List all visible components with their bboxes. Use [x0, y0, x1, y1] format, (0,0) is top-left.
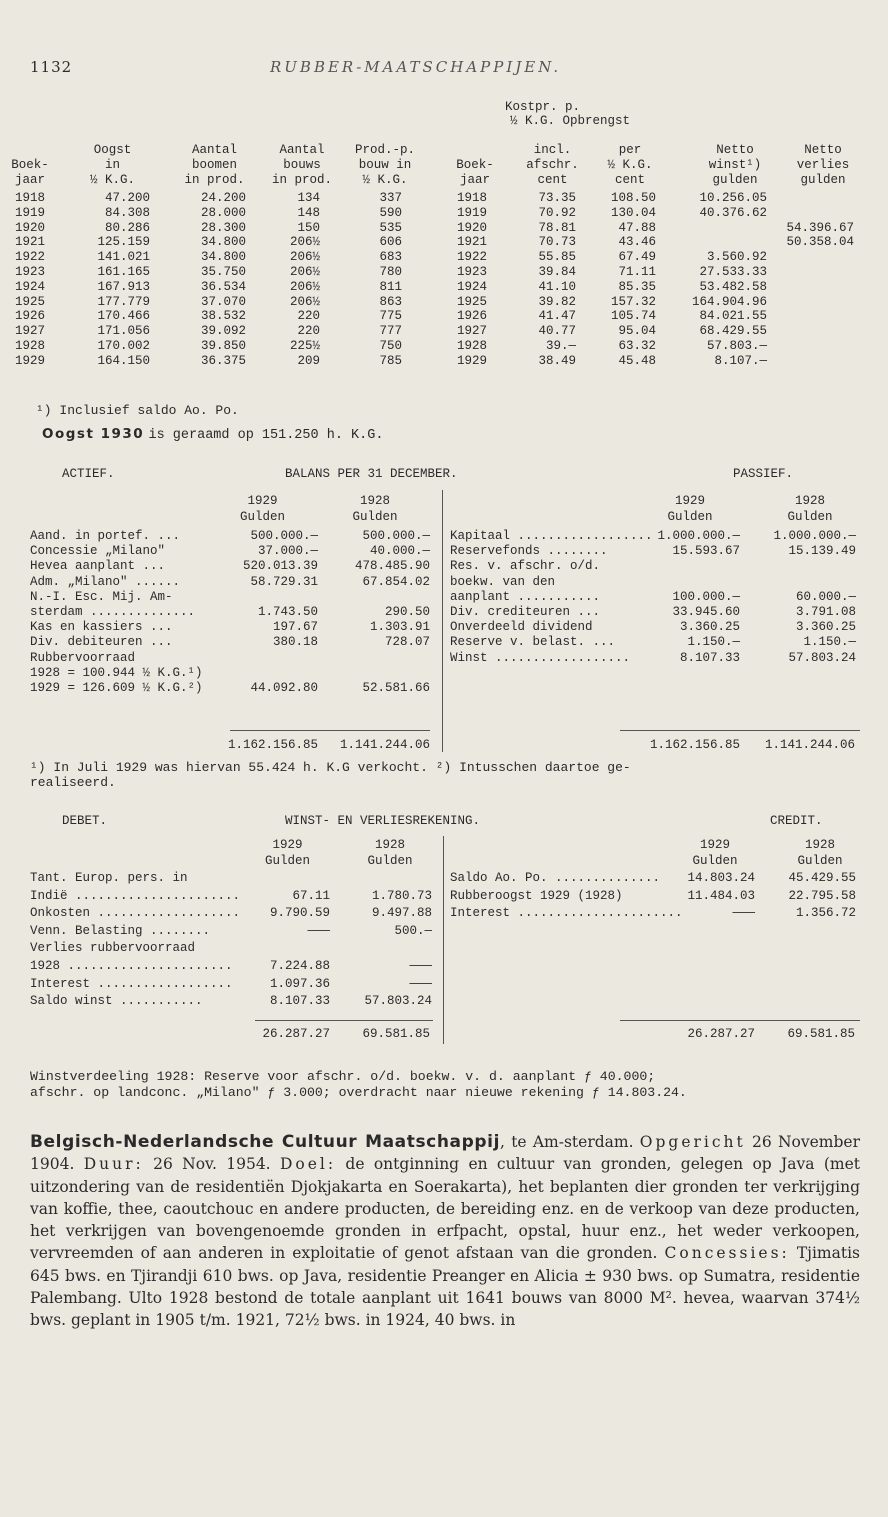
balans-passief-unit-1928: Gulden [787, 510, 833, 524]
actief-row-label: Kas en kassiers ... [30, 620, 173, 635]
passief-total-rule [620, 730, 860, 731]
debet-row-value-1929: 9.790.59 [269, 906, 330, 921]
wv-debet-unit-1928: Gulden [367, 854, 413, 868]
debet-row-value-1928: ——— [409, 976, 432, 991]
table-cell-prod: 785 [379, 353, 402, 368]
actief-row-value-1928: 67.854.02 [362, 574, 430, 589]
debet-row-value-1928: 1.780.73 [371, 888, 432, 903]
passief-row-value-1929: 3.360.25 [679, 620, 740, 635]
doel-label: Doel: [279, 1155, 337, 1174]
concessies-label: Concessies: [664, 1244, 790, 1263]
table-cell-opbr: 43.46 [618, 235, 656, 250]
duur-label: Duur: [83, 1155, 144, 1174]
winst-verlies-title: WINST- EN VERLIESREKENING. [285, 814, 481, 828]
debet-row-value-1929: 67.11 [292, 888, 330, 903]
passief-row-value-1928: 1.150.— [803, 635, 856, 650]
debet-total-rule [255, 1020, 433, 1021]
debet-row-label: Venn. Belasting ........ [30, 923, 211, 938]
table-cell-boomen: 39.092 [200, 324, 246, 339]
table-cell-kostpr: 39.84 [538, 265, 576, 279]
credit-row-value-1928: 45.429.55 [788, 871, 856, 885]
table-cell-jaar: 1928 [14, 339, 45, 353]
table-cell-prod: 683 [379, 250, 402, 265]
header-oogst: Oogst in ½ K.G. [89, 143, 135, 187]
debet-row-label: Verlies rubbervoorraad [30, 941, 196, 956]
table-cell-kostpr: 39.82 [538, 294, 576, 309]
actief-row-value-1929: 380.18 [272, 635, 318, 650]
table-cell-oogst: 177.779 [97, 294, 150, 309]
credit-row-label: Rubberoogst 1929 (1928) [450, 888, 623, 903]
page-number: 1132 [30, 58, 73, 76]
credit-row-value-1928: 22.795.58 [788, 888, 856, 903]
table-cell-opbr: 105.74 [610, 309, 656, 324]
wv-credit-year-1929: 1929 [699, 838, 730, 852]
table-cell-jaar: 1927 [14, 324, 45, 339]
balans-footnote: ¹) In Juli 1929 was hiervan 55.424 h. K.G verkocht. ²) Intusschen daartoe ge- realiseerd. [30, 760, 631, 790]
table-cell-jaar2: 1928 [456, 339, 487, 353]
table-row [0, 206, 888, 221]
table-cell-winst: 27.533.33 [699, 265, 767, 279]
header-netto-verlies: Netto verlies gulden [796, 143, 850, 187]
table-cell-jaar2: 1925 [456, 294, 487, 309]
header-opbrengst: per ½ K.G. cent [607, 143, 653, 187]
passief-row-value-1928: 15.139.49 [788, 544, 856, 559]
wv-debet-year-1929: 1929 [272, 838, 303, 852]
balans-passief-year-1929: 1929 [674, 494, 705, 508]
actief-total-rule [230, 730, 430, 731]
table-cell-kostpr: 41.47 [538, 309, 576, 324]
debet-row-value-1929: ——— [307, 923, 330, 938]
table-cell-bouws: 225½ [289, 339, 320, 353]
passief-row-value-1929: 100.000.— [672, 589, 740, 604]
company-location: , te Am-sterdam. [500, 1133, 634, 1151]
table-cell-bouws: 150 [297, 220, 320, 235]
table-cell-jaar: 1921 [14, 235, 45, 250]
oogst-1930-text: is geraamd op 151.250 h. K.G. [148, 428, 384, 443]
table-cell-bouws: 220 [297, 324, 320, 339]
table-cell-opbr: 157.32 [610, 294, 656, 309]
table-cell-winst: 164.904.96 [691, 294, 767, 309]
credit-total-1929: 26.287.27 [687, 1027, 755, 1041]
table-cell-winst: 53.482.58 [699, 279, 767, 294]
table-cell-kostpr: 38.49 [538, 353, 576, 368]
table-cell-verlies: 50.358.04 [786, 235, 854, 250]
table-cell-boomen: 28.300 [200, 220, 246, 235]
table-row [0, 309, 888, 324]
balans-actief-unit-1928: Gulden [352, 510, 398, 524]
actief-row-label: Div. debiteuren ... [30, 635, 173, 650]
table-cell-bouws: 206½ [289, 265, 320, 279]
table-cell-bouws: 209 [297, 353, 320, 368]
table-cell-oogst: 161.165 [97, 265, 150, 279]
duur-value: 26 Nov. 1954. [153, 1155, 271, 1174]
actief-row-label: 1929 = 126.609 ½ K.G.²) [30, 681, 203, 695]
debet-row-label: Indië ...................... [30, 888, 241, 903]
passief-row-value-1929: 1.150.— [687, 635, 740, 650]
table-cell-kostpr: 39.— [545, 339, 576, 353]
table-cell-jaar: 1929 [14, 353, 45, 368]
table-cell-opbr: 108.50 [610, 191, 656, 205]
table-cell-winst: 3.560.92 [706, 250, 767, 265]
doel-text: de ontginning en cultuur van gronden, gelegen op Java (met uitzondering van de residentiën Djokjakarta en Soerakarta), het beplanten dier gronden ter verkrijging van koffie, thee, caoutchouc en andere producten, de bereiding enz. en de verkoop van deze producten, het verkrijgen van bovengenoemde gronden in erfpacht, opstal, huur enz., het weder verkoopen, vervreemden of aan anderen in exploitatie of genot afstaan van die gronden. [30, 1155, 860, 1263]
production-footnote: ¹) Inclusief saldo Ao. Po. [36, 403, 239, 418]
table-cell-boomen: 34.800 [200, 250, 246, 265]
balans-actief-year-1929: 1929 [247, 494, 278, 508]
table-row [0, 324, 888, 339]
debet-row-value-1928: 9.497.88 [371, 906, 432, 921]
passief-row-value-1929: 1.000.000.— [657, 529, 740, 543]
table-cell-boomen: 36.534 [200, 279, 246, 294]
table-cell-jaar2: 1919 [456, 205, 487, 220]
wv-divider [443, 836, 444, 1044]
passief-row-label: Kapitaal .................. [450, 529, 653, 543]
table-cell-bouws: 148 [297, 205, 320, 220]
passief-row-value-1929: 33.945.60 [672, 605, 740, 619]
actief-row-label: sterdam .............. [30, 605, 196, 619]
table-cell-winst: 68.429.55 [699, 324, 767, 339]
table-cell-prod: 775 [379, 309, 402, 324]
credit-row-value-1929: 11.484.03 [687, 888, 755, 903]
passief-row-label: Reservefonds ........ [450, 544, 608, 559]
table-cell-oogst: 141.021 [97, 250, 150, 265]
debet-total-1928: 69.581.85 [362, 1027, 430, 1041]
production-rows [0, 191, 888, 371]
winstverdeeling: Winstverdeeling 1928: Reserve voor afschr. o/d. boekw. v. d. aanplant ƒ 40.000; afschr. op landconc. „Milano" ƒ 3.000; overdracht naar nieuwe rekening ƒ 14.803.24. [30, 1069, 687, 1100]
table-cell-jaar: 1918 [14, 191, 45, 205]
table-cell-jaar2: 1921 [456, 235, 487, 250]
table-cell-winst: 40.376.62 [699, 205, 767, 220]
table-cell-kostpr: 40.77 [538, 324, 576, 339]
table-cell-kostpr: 78.81 [538, 220, 576, 235]
table-cell-kostpr: 70.92 [538, 205, 576, 220]
debet-row-value-1928: ——— [409, 959, 432, 973]
credit-title: CREDIT. [770, 814, 823, 828]
credit-row-label: Interest ...................... [450, 906, 683, 921]
debet-row-value-1929: 8.107.33 [269, 994, 330, 1009]
table-cell-jaar: 1923 [14, 265, 45, 279]
debet-row-value-1928: 57.803.24 [364, 994, 432, 1009]
table-cell-kostpr: 55.85 [538, 250, 576, 265]
table-cell-kostpr: 73.35 [538, 191, 576, 205]
table-cell-winst: 84.021.55 [699, 309, 767, 324]
header-kostpr-sub: ½ K.G. Opbrengst [510, 114, 631, 128]
debet-row-label: Tant. Europ. pers. in [30, 871, 188, 885]
passief-row-label: aanplant ........... [450, 589, 601, 604]
passief-row-label: Winst .................. [450, 650, 631, 665]
actief-row-label: Rubbervoorraad [30, 650, 136, 665]
debet-row-label: 1928 ...................... [30, 959, 233, 973]
actief-row-value-1929: 44.092.80 [250, 681, 318, 695]
actief-row-value-1928: 40.000.— [369, 544, 430, 559]
credit-total-1928: 69.581.85 [787, 1027, 855, 1041]
table-cell-jaar: 1926 [14, 309, 45, 324]
table-cell-winst: 57.803.— [706, 339, 767, 353]
actief-row-value-1929: 520.013.39 [242, 559, 318, 574]
credit-row-value-1929: 14.803.24 [687, 871, 755, 885]
table-row [0, 191, 888, 206]
actief-row-label: Concessie „Milano" [30, 544, 166, 559]
actief-row-value-1928: 290.50 [384, 605, 430, 619]
table-cell-prod: 590 [379, 205, 402, 220]
table-cell-boomen: 38.532 [200, 309, 246, 324]
concessies-text: Tjimatis 645 bws. en Tjirandji 610 bws. op Java, residentie Preanger en Alicia ± 930 bws. op Sumatra, residentie Palembang. Ulto 1928 bestond de totale aanplant uit 1641 bouws van 8000 M². hevea, waarvan 374½ bws. geplant in 1905 t/m. 1921, 72½ bws. in 1924, 40 bws. in [30, 1244, 861, 1330]
wv-credit-unit-1929: Gulden [692, 854, 738, 868]
table-cell-boomen: 34.800 [200, 235, 246, 250]
actief-row-value-1928: 52.581.66 [362, 681, 430, 695]
table-cell-prod: 337 [379, 191, 402, 205]
header-boekjaar: Boek- jaar [11, 158, 49, 187]
table-cell-jaar2: 1918 [456, 191, 487, 205]
wv-debet-year-1928: 1928 [374, 838, 405, 852]
table-cell-prod: 863 [379, 294, 402, 309]
credit-row-label: Saldo Ao. Po. .............. [450, 871, 661, 885]
table-cell-jaar2: 1924 [456, 279, 487, 294]
balans-actief-unit-1929: Gulden [239, 510, 285, 524]
passief-row-label: Reserve v. belast. ... [450, 635, 616, 650]
actief-row-value-1929: 58.729.31 [250, 574, 318, 589]
table-cell-jaar2: 1929 [456, 353, 487, 368]
debet-row-label: Onkosten ................... [30, 906, 241, 921]
passief-row-label: Onverdeeld dividend [450, 620, 593, 635]
table-cell-boomen: 36.375 [200, 353, 246, 368]
table-cell-jaar2: 1923 [456, 265, 487, 279]
running-title: RUBBER-MAATSCHAPPIJEN. [270, 58, 562, 76]
passief-row-value-1928: 57.803.24 [788, 650, 856, 665]
actief-total-1929: 1.162.156.85 [227, 738, 318, 752]
table-cell-oogst: 164.150 [97, 353, 150, 368]
table-cell-winst: 10.256.05 [699, 191, 767, 205]
wv-debet-unit-1929: Gulden [264, 854, 310, 868]
table-cell-boomen: 35.750 [200, 265, 246, 279]
actief-row-label: N.-I. Esc. Mij. Am- [30, 589, 173, 604]
table-cell-jaar2: 1922 [456, 250, 487, 265]
table-cell-bouws: 206½ [289, 250, 320, 265]
passief-row-value-1929: 15.593.67 [672, 544, 740, 559]
actief-row-label: Hevea aanplant ... [30, 559, 166, 574]
passief-title: PASSIEF. [733, 467, 794, 481]
table-row [0, 265, 888, 280]
table-cell-bouws: 206½ [289, 235, 320, 250]
actief-row-value-1928: 728.07 [384, 635, 430, 650]
header-aantal-bouws: Aantal bouws in prod. [271, 143, 332, 187]
table-cell-opbr: 95.04 [618, 324, 656, 339]
oogst-1930 [42, 426, 383, 443]
balans-passief-year-1928: 1928 [794, 494, 825, 508]
table-cell-jaar: 1924 [14, 279, 45, 294]
table-row [0, 280, 888, 295]
passief-row-value-1929: 8.107.33 [679, 650, 740, 665]
table-cell-bouws: 206½ [289, 294, 320, 309]
table-cell-prod: 780 [379, 265, 402, 279]
oogst-1930-label: Oogst 1930 [42, 426, 145, 442]
balans-divider [442, 490, 443, 752]
table-cell-opbr: 63.32 [618, 339, 656, 353]
table-row [0, 339, 888, 354]
table-cell-winst: 8.107.— [714, 353, 767, 368]
table-cell-prod: 811 [379, 279, 402, 294]
passief-row-label: Res. v. afschr. o/d. [450, 559, 601, 574]
balans-passief-unit-1929: Gulden [667, 510, 713, 524]
table-cell-jaar2: 1927 [456, 324, 487, 339]
actief-row-value-1928: 500.000.— [362, 529, 430, 543]
passief-total-1928: 1.141.244.06 [764, 738, 855, 752]
table-cell-kostpr: 70.73 [538, 235, 576, 250]
opgericht-label: Opgericht [639, 1133, 746, 1151]
debet-row-label: Saldo winst ........... [30, 994, 203, 1009]
table-cell-bouws: 220 [297, 309, 320, 324]
table-cell-boomen: 39.850 [200, 339, 246, 353]
balans-title: BALANS PER 31 DECEMBER. [285, 467, 458, 481]
table-cell-jaar: 1922 [14, 250, 45, 265]
table-cell-prod: 606 [379, 235, 402, 250]
table-cell-prod: 535 [379, 220, 402, 235]
debet-title: DEBET. [62, 814, 108, 828]
table-cell-opbr: 67.49 [618, 250, 656, 265]
header-kostpr: Kostpr. p. [505, 100, 581, 114]
table-row [0, 235, 888, 250]
table-cell-prod: 750 [379, 339, 402, 353]
debet-row-value-1929: 1.097.36 [269, 976, 330, 991]
header-netto-winst: Netto winst¹) gulden [708, 143, 762, 187]
table-row [0, 354, 888, 369]
passief-row-value-1928: 1.000.000.— [773, 529, 856, 543]
table-cell-bouws: 134 [297, 191, 320, 205]
table-cell-oogst: 167.913 [97, 279, 150, 294]
table-row [0, 221, 888, 236]
actief-row-value-1929: 197.67 [272, 620, 318, 635]
table-cell-oogst: 125.159 [97, 235, 150, 250]
debet-row-label: Interest .................. [30, 976, 233, 991]
table-cell-bouws: 206½ [289, 279, 320, 294]
table-cell-jaar: 1919 [14, 205, 45, 220]
header-prod-p: Prod.-p. bouw in ½ K.G. [354, 143, 415, 187]
actief-row-label: 1928 = 100.944 ½ K.G.¹) [30, 665, 203, 680]
actief-row-label: Adm. „Milano" ...... [30, 574, 181, 589]
debet-row-value-1928: 500.— [394, 923, 432, 938]
passief-row-value-1928: 60.000.— [795, 589, 856, 604]
credit-row-value-1928: 1.356.72 [795, 906, 856, 921]
actief-row-value-1928: 1.303.91 [369, 620, 430, 635]
table-cell-boomen: 37.070 [200, 294, 246, 309]
table-cell-kostpr: 41.10 [538, 279, 576, 294]
passief-row-value-1928: 3.791.08 [795, 605, 856, 619]
company-name: Belgisch-Nederlandsche Cultuur Maatschappij [30, 1132, 501, 1152]
table-cell-opbr: 45.48 [618, 353, 656, 368]
header-boekjaar-2: Boek- jaar [456, 158, 494, 187]
actief-title: ACTIEF. [62, 467, 115, 481]
actief-row-value-1928: 478.485.90 [354, 559, 430, 574]
table-cell-oogst: 171.056 [97, 324, 150, 339]
table-cell-oogst: 170.002 [97, 339, 150, 353]
table-cell-boomen: 24.200 [200, 191, 246, 205]
passief-row-value-1928: 3.360.25 [795, 620, 856, 635]
table-cell-jaar: 1925 [14, 294, 45, 309]
credit-row-value-1929: ——— [732, 906, 755, 921]
table-cell-verlies: 54.396.67 [786, 220, 854, 235]
table-cell-oogst: 80.286 [104, 220, 150, 235]
table-cell-jaar2: 1926 [456, 309, 487, 324]
table-row [0, 250, 888, 265]
debet-row-value-1929: 7.224.88 [269, 959, 330, 973]
table-row [0, 295, 888, 310]
passief-row-label: boekw. van den [450, 574, 556, 589]
wv-credit-unit-1928: Gulden [797, 854, 843, 868]
company-paragraph [30, 1131, 860, 1332]
wv-credit-year-1928: 1928 [804, 838, 835, 852]
opgericht-value: 26 November 1904. [30, 1133, 860, 1174]
table-cell-oogst: 170.466 [97, 309, 150, 324]
table-cell-jaar2: 1920 [456, 220, 487, 235]
actief-row-value-1929: 500.000.— [250, 529, 318, 543]
actief-row-value-1929: 1.743.50 [257, 605, 318, 619]
actief-row-value-1929: 37.000.— [257, 544, 318, 559]
debet-total-1929: 26.287.27 [262, 1027, 330, 1041]
passief-total-1929: 1.162.156.85 [649, 738, 740, 752]
table-cell-opbr: 71.11 [618, 265, 656, 279]
table-cell-oogst: 47.200 [104, 191, 150, 205]
header-aantal-boomen: Aantal boomen in prod. [184, 143, 245, 187]
balans-actief-year-1928: 1928 [359, 494, 390, 508]
passief-row-label: Div. crediteuren ... [450, 605, 601, 619]
credit-total-rule [620, 1020, 860, 1021]
table-cell-prod: 777 [379, 324, 402, 339]
actief-row-label: Aand. in portef. ... [30, 529, 181, 543]
table-cell-opbr: 85.35 [618, 279, 656, 294]
actief-total-1928: 1.141.244.06 [339, 738, 430, 752]
table-cell-boomen: 28.000 [200, 205, 246, 220]
header-kostprijs: incl. afschr. cent [526, 143, 579, 187]
table-cell-opbr: 47.88 [618, 220, 656, 235]
table-cell-jaar: 1920 [14, 220, 45, 235]
table-cell-opbr: 130.04 [610, 205, 656, 220]
table-cell-oogst: 84.308 [104, 205, 150, 220]
